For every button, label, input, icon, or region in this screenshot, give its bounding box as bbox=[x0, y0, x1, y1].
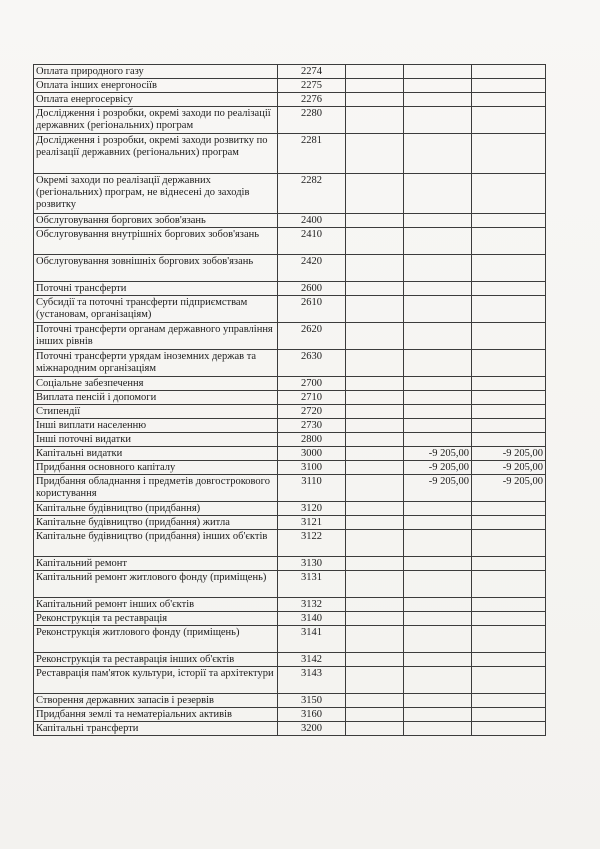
table-row bbox=[34, 255, 546, 282]
value-cell-1 bbox=[346, 447, 404, 461]
expenditure-name-cell: Інші поточні видатки bbox=[34, 433, 278, 447]
value-cell-3 bbox=[472, 65, 546, 79]
value-cell-2 bbox=[404, 296, 472, 323]
table-row bbox=[34, 557, 546, 571]
expenditure-code-cell: 2280 bbox=[278, 107, 346, 134]
value-cell-2 bbox=[404, 93, 472, 107]
expenditure-code-cell: 3143 bbox=[278, 667, 346, 694]
expenditure-name-cell: Придбання обладнання і предметів довгострокового користування bbox=[34, 475, 278, 502]
table-row bbox=[34, 516, 546, 530]
table-row bbox=[34, 65, 546, 79]
value-cell-2 bbox=[404, 612, 472, 626]
value-cell-2 bbox=[404, 626, 472, 653]
expenditure-name-cell: Поточні трансферти bbox=[34, 282, 278, 296]
value-cell-1 bbox=[346, 708, 404, 722]
value-cell-1 bbox=[346, 653, 404, 667]
expenditure-code-cell: 2620 bbox=[278, 323, 346, 350]
value-cell-2 bbox=[404, 323, 472, 350]
table-row bbox=[34, 667, 546, 694]
expenditure-name-cell: Поточні трансферти урядам іноземних держав та міжнародним організаціям bbox=[34, 350, 278, 377]
value-cell-2 bbox=[404, 377, 472, 391]
value-cell-3 bbox=[472, 391, 546, 405]
expenditure-code-cell: 2720 bbox=[278, 405, 346, 419]
expenditure-code-cell: 3120 bbox=[278, 502, 346, 516]
value-cell-3 bbox=[472, 296, 546, 323]
value-cell-1 bbox=[346, 419, 404, 433]
expenditure-name-cell: Капітальні трансферти bbox=[34, 722, 278, 736]
value-cell-2 bbox=[404, 722, 472, 736]
table-row bbox=[34, 419, 546, 433]
expenditure-name-cell: Обслуговування боргових зобов'язань bbox=[34, 214, 278, 228]
expenditure-code-cell: 3141 bbox=[278, 626, 346, 653]
table-row bbox=[34, 722, 546, 736]
value-cell-2 bbox=[404, 433, 472, 447]
table-row bbox=[34, 296, 546, 323]
value-cell-3 bbox=[472, 433, 546, 447]
table-row bbox=[34, 475, 546, 502]
value-cell-2 bbox=[404, 502, 472, 516]
expenditure-code-cell: 2420 bbox=[278, 255, 346, 282]
expenditure-name-cell: Поточні трансферти органам державного управління інших рівнів bbox=[34, 323, 278, 350]
table-row bbox=[34, 447, 546, 461]
value-cell-3 bbox=[472, 107, 546, 134]
expenditure-name-cell: Створення державних запасів і резервів bbox=[34, 694, 278, 708]
value-cell-3 bbox=[472, 708, 546, 722]
table-row bbox=[34, 79, 546, 93]
value-cell-2 bbox=[404, 405, 472, 419]
expenditure-name-cell: Оплата енергосервісу bbox=[34, 93, 278, 107]
expenditure-name-cell: Капітальне будівництво (придбання) житла bbox=[34, 516, 278, 530]
expenditure-code-cell: 2281 bbox=[278, 134, 346, 174]
expenditure-code-cell: 2710 bbox=[278, 391, 346, 405]
value-cell-2 bbox=[404, 79, 472, 93]
expenditure-name-cell: Інші виплати населенню bbox=[34, 419, 278, 433]
expenditure-table-body bbox=[34, 65, 546, 736]
table-row bbox=[34, 214, 546, 228]
value-cell-2 bbox=[404, 708, 472, 722]
table-row bbox=[34, 350, 546, 377]
expenditure-code-cell: 3160 bbox=[278, 708, 346, 722]
table-row bbox=[34, 461, 546, 475]
value-cell-2 bbox=[404, 653, 472, 667]
value-cell-1 bbox=[346, 282, 404, 296]
value-cell-3 bbox=[472, 516, 546, 530]
expenditure-table bbox=[33, 64, 546, 736]
expenditure-code-cell: 2400 bbox=[278, 214, 346, 228]
expenditure-code-cell: 3121 bbox=[278, 516, 346, 530]
table-row bbox=[34, 502, 546, 516]
expenditure-name-cell: Субсидії та поточні трансферти підприємствам (установам, організаціям) bbox=[34, 296, 278, 323]
expenditure-code-cell: 3200 bbox=[278, 722, 346, 736]
value-cell-1 bbox=[346, 296, 404, 323]
table-row bbox=[34, 405, 546, 419]
value-cell-2 bbox=[404, 107, 472, 134]
table-row bbox=[34, 107, 546, 134]
expenditure-code-cell: 3131 bbox=[278, 571, 346, 598]
value-cell-3 bbox=[472, 598, 546, 612]
table-row bbox=[34, 598, 546, 612]
value-cell-3: -9 205,00 bbox=[472, 461, 546, 475]
value-cell-3 bbox=[472, 530, 546, 557]
expenditure-name-cell: Дослідження і розробки, окремі заходи по реалізації державних (регіональних) програм bbox=[34, 107, 278, 134]
value-cell-2 bbox=[404, 694, 472, 708]
table-row bbox=[34, 530, 546, 557]
value-cell-1 bbox=[346, 667, 404, 694]
expenditure-code-cell: 2700 bbox=[278, 377, 346, 391]
value-cell-2 bbox=[404, 214, 472, 228]
value-cell-3 bbox=[472, 214, 546, 228]
value-cell-1 bbox=[346, 107, 404, 134]
table-row bbox=[34, 282, 546, 296]
expenditure-name-cell: Обслуговування внутрішніх боргових зобов'язань bbox=[34, 228, 278, 255]
value-cell-3 bbox=[472, 571, 546, 598]
expenditure-code-cell: 2800 bbox=[278, 433, 346, 447]
value-cell-1 bbox=[346, 612, 404, 626]
table-row bbox=[34, 708, 546, 722]
value-cell-3 bbox=[472, 255, 546, 282]
value-cell-2 bbox=[404, 598, 472, 612]
value-cell-3 bbox=[472, 282, 546, 296]
expenditure-code-cell: 2410 bbox=[278, 228, 346, 255]
expenditure-code-cell: 3130 bbox=[278, 557, 346, 571]
expenditure-name-cell: Окремі заходи по реалізації державних (регіональних) програм, не віднесені до заходів розвитку bbox=[34, 174, 278, 214]
value-cell-1 bbox=[346, 405, 404, 419]
table-row bbox=[34, 694, 546, 708]
expenditure-name-cell: Реконструкція житлового фонду (приміщень) bbox=[34, 626, 278, 653]
table-row bbox=[34, 433, 546, 447]
value-cell-1 bbox=[346, 598, 404, 612]
expenditure-name-cell: Капітальні видатки bbox=[34, 447, 278, 461]
value-cell-1 bbox=[346, 350, 404, 377]
expenditure-code-cell: 3140 bbox=[278, 612, 346, 626]
value-cell-1 bbox=[346, 433, 404, 447]
expenditure-name-cell: Капітальне будівництво (придбання) bbox=[34, 502, 278, 516]
expenditure-name-cell: Реставрація пам'яток культури, історії та архітектури bbox=[34, 667, 278, 694]
value-cell-3 bbox=[472, 419, 546, 433]
value-cell-2 bbox=[404, 350, 472, 377]
table-row bbox=[34, 228, 546, 255]
table-row bbox=[34, 174, 546, 214]
value-cell-3 bbox=[472, 228, 546, 255]
value-cell-1 bbox=[346, 134, 404, 174]
value-cell-1 bbox=[346, 79, 404, 93]
expenditure-name-cell: Капітальний ремонт bbox=[34, 557, 278, 571]
value-cell-3 bbox=[472, 405, 546, 419]
value-cell-1 bbox=[346, 516, 404, 530]
expenditure-name-cell: Виплата пенсій і допомоги bbox=[34, 391, 278, 405]
value-cell-3 bbox=[472, 93, 546, 107]
value-cell-3 bbox=[472, 79, 546, 93]
value-cell-1 bbox=[346, 65, 404, 79]
value-cell-2: -9 205,00 bbox=[404, 475, 472, 502]
value-cell-1 bbox=[346, 174, 404, 214]
value-cell-3 bbox=[472, 667, 546, 694]
value-cell-1 bbox=[346, 557, 404, 571]
table-row bbox=[34, 93, 546, 107]
expenditure-name-cell: Капітальний ремонт житлового фонду (приміщень) bbox=[34, 571, 278, 598]
value-cell-2 bbox=[404, 419, 472, 433]
value-cell-2 bbox=[404, 174, 472, 214]
table-row bbox=[34, 571, 546, 598]
value-cell-3 bbox=[472, 722, 546, 736]
value-cell-3 bbox=[472, 174, 546, 214]
value-cell-1 bbox=[346, 626, 404, 653]
expenditure-name-cell: Оплата природного газу bbox=[34, 65, 278, 79]
expenditure-name-cell: Придбання землі та нематеріальних активів bbox=[34, 708, 278, 722]
expenditure-code-cell: 2610 bbox=[278, 296, 346, 323]
table-row bbox=[34, 626, 546, 653]
value-cell-3: -9 205,00 bbox=[472, 447, 546, 461]
value-cell-1 bbox=[346, 475, 404, 502]
value-cell-2 bbox=[404, 134, 472, 174]
value-cell-2 bbox=[404, 228, 472, 255]
value-cell-1 bbox=[346, 530, 404, 557]
value-cell-2 bbox=[404, 557, 472, 571]
expenditure-name-cell: Обслуговування зовнішніх боргових зобов'язань bbox=[34, 255, 278, 282]
expenditure-code-cell: 2275 bbox=[278, 79, 346, 93]
expenditure-code-cell: 2282 bbox=[278, 174, 346, 214]
expenditure-code-cell: 3000 bbox=[278, 447, 346, 461]
value-cell-1 bbox=[346, 228, 404, 255]
value-cell-3 bbox=[472, 626, 546, 653]
value-cell-1 bbox=[346, 722, 404, 736]
expenditure-code-cell: 2600 bbox=[278, 282, 346, 296]
value-cell-1 bbox=[346, 391, 404, 405]
table-row bbox=[34, 612, 546, 626]
expenditure-name-cell: Реконструкція та реставрація bbox=[34, 612, 278, 626]
expenditure-code-cell: 2630 bbox=[278, 350, 346, 377]
table-row bbox=[34, 653, 546, 667]
value-cell-2 bbox=[404, 571, 472, 598]
table-row bbox=[34, 134, 546, 174]
value-cell-3 bbox=[472, 557, 546, 571]
value-cell-3 bbox=[472, 694, 546, 708]
value-cell-1 bbox=[346, 255, 404, 282]
value-cell-3 bbox=[472, 653, 546, 667]
expenditure-name-cell: Оплата інших енергоносіїв bbox=[34, 79, 278, 93]
value-cell-2 bbox=[404, 282, 472, 296]
value-cell-3 bbox=[472, 134, 546, 174]
table-row bbox=[34, 377, 546, 391]
value-cell-2 bbox=[404, 667, 472, 694]
value-cell-2 bbox=[404, 65, 472, 79]
expenditure-name-cell: Реконструкція та реставрація інших об'єктів bbox=[34, 653, 278, 667]
value-cell-2: -9 205,00 bbox=[404, 461, 472, 475]
value-cell-1 bbox=[346, 377, 404, 391]
expenditure-name-cell: Дослідження і розробки, окремі заходи розвитку по реалізації державних (регіональних) програм bbox=[34, 134, 278, 174]
value-cell-3 bbox=[472, 350, 546, 377]
value-cell-2: -9 205,00 bbox=[404, 447, 472, 461]
value-cell-2 bbox=[404, 516, 472, 530]
value-cell-1 bbox=[346, 694, 404, 708]
expenditure-name-cell: Соціальне забезпечення bbox=[34, 377, 278, 391]
expenditure-code-cell: 3132 bbox=[278, 598, 346, 612]
table-row bbox=[34, 323, 546, 350]
value-cell-2 bbox=[404, 391, 472, 405]
value-cell-3 bbox=[472, 612, 546, 626]
expenditure-code-cell: 3142 bbox=[278, 653, 346, 667]
expenditure-code-cell: 3122 bbox=[278, 530, 346, 557]
value-cell-1 bbox=[346, 571, 404, 598]
value-cell-2 bbox=[404, 530, 472, 557]
value-cell-3: -9 205,00 bbox=[472, 475, 546, 502]
value-cell-3 bbox=[472, 377, 546, 391]
expenditure-code-cell: 3100 bbox=[278, 461, 346, 475]
value-cell-3 bbox=[472, 502, 546, 516]
value-cell-1 bbox=[346, 502, 404, 516]
expenditure-code-cell: 3110 bbox=[278, 475, 346, 502]
value-cell-2 bbox=[404, 255, 472, 282]
table-row bbox=[34, 391, 546, 405]
value-cell-1 bbox=[346, 461, 404, 475]
value-cell-1 bbox=[346, 323, 404, 350]
expenditure-name-cell: Капітальне будівництво (придбання) інших об'єктів bbox=[34, 530, 278, 557]
expenditure-code-cell: 2274 bbox=[278, 65, 346, 79]
expenditure-name-cell: Стипендії bbox=[34, 405, 278, 419]
expenditure-code-cell: 2730 bbox=[278, 419, 346, 433]
expenditure-code-cell: 2276 bbox=[278, 93, 346, 107]
value-cell-3 bbox=[472, 323, 546, 350]
value-cell-1 bbox=[346, 214, 404, 228]
expenditure-code-cell: 3150 bbox=[278, 694, 346, 708]
value-cell-1 bbox=[346, 93, 404, 107]
expenditure-name-cell: Придбання основного капіталу bbox=[34, 461, 278, 475]
expenditure-name-cell: Капітальний ремонт інших об'єктів bbox=[34, 598, 278, 612]
